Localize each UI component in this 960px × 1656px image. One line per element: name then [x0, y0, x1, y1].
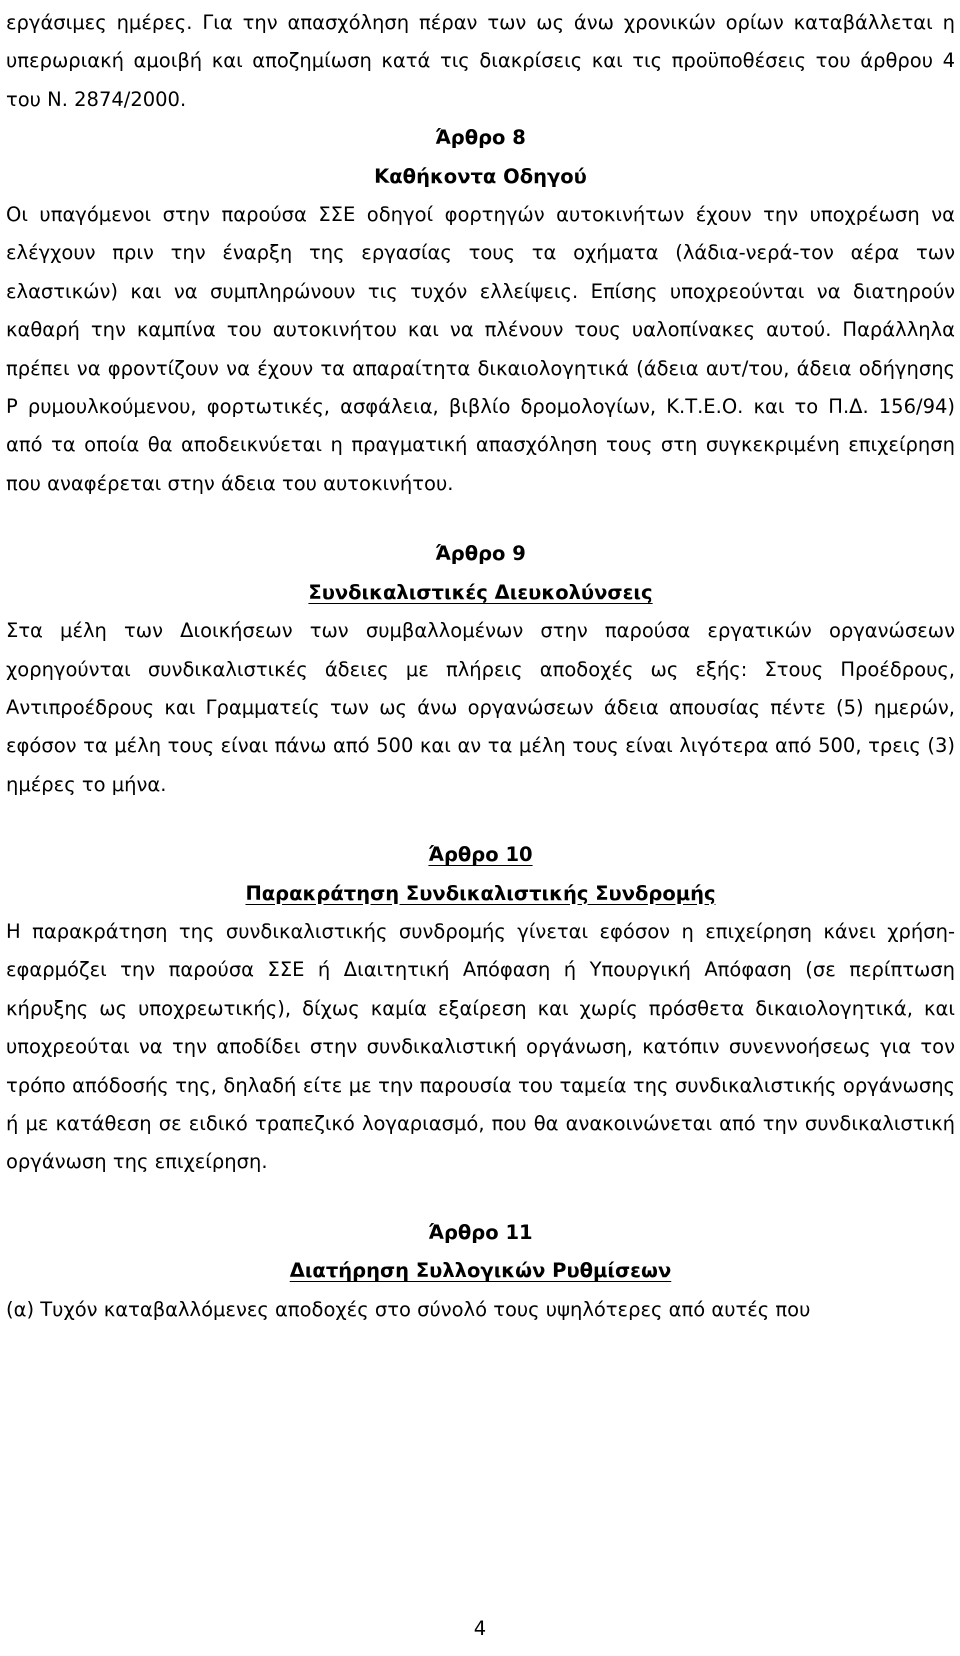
article-title: Συνδικαλιστικές Διευκολύνσεις — [308, 580, 653, 604]
article-title: Διατήρηση Συλλογικών Ρυθμίσεων — [289, 1259, 672, 1283]
article-number: Άρθρο 9 — [435, 542, 526, 566]
article-number: Άρθρο 8 — [435, 126, 526, 150]
article-paragraph: Οι υπαγόμενοι στην παρούσα ΣΣΕ οδηγοί φορτηγών αυτοκινήτων έχουν την υποχρέωση να ελέγχουν πριν την έναρξη της εργασίας τους τα οχήματα (λάδια-νερά-τον αέρα των ελαστικών) και να συμπληρώνουν τις τυχόν ελλείψεις. Επίσης υποχρεούνται να διατηρούν καθαρή την καμπίνα του αυτοκινήτου και να πλένουν τους υαλοπίνακες αυτού. Παράλληλα πρέπει να φροντίζουν να έχουν τα απαραίτητα δικαιολογητικά (άδεια αυτ/του, άδεια οδήγησης Ρ ρυμουλκούμενου, φορτωτικές, ασφάλεια, βιβλίο δρομολογίων, Κ.Τ.Ε.Ο. και το Π.Δ. 156/94) από τα οποία θα αποδεικνύεται η πραγματική απασχόληση τους στη συγκεκριμένη επιχείρηση που αναφέρεται στην άδεια του αυτοκινήτου. — [6, 203, 955, 495]
article-9 — [6, 535, 955, 804]
document-page — [6, 4, 955, 1329]
article-number: Άρθρο 11 — [428, 1220, 533, 1244]
intro-paragraph: εργάσιμες ημέρες. Για την απασχόληση πέραν των ως άνω χρονικών ορίων καταβάλλεται η υπερωριακή αμοιβή και αποζημίωση κατά τις διακρίσεις και τις προϋποθέσεις του άρθρου 4 του Ν. 2874/2000. — [6, 11, 955, 111]
article-number: Άρθρο 10 — [428, 843, 533, 867]
article-11 — [6, 1214, 955, 1329]
article-paragraph: (α) Τυχόν καταβαλλόμενες αποδοχές στο σύνολό τους υψηλότερες από αυτές που — [6, 1297, 811, 1321]
article-8 — [6, 119, 955, 503]
article-paragraph: Η παρακράτηση της συνδικαλιστικής συνδρομής γίνεται εφόσον η επιχείρηση κάνει χρήση-εφαρμόζει την παρούσα ΣΣΕ ή Διαιτητική Απόφαση ή Υπουργική Απόφαση (σε περίπτωση κήρυξης ως υποχρεωτικής), δίχως καμία εξαίρεση και χωρίς πρόσθετα δικαιολογητικά, και υποχρεούται να την αποδίδει στην συνδικαλιστική οργάνωση, κατόπιν συνεννοήσεως για τον τρόπο απόδοσής της, δηλαδή είτε με την παρουσία του ταμεία της συνδικαλιστικής οργάνωσης ή με κατάθεση σε ειδικό τραπεζικό λογαριασμό, που θα ανακοινώνεται από την συνδικαλιστική οργάνωση της επιχείρηση. — [6, 919, 955, 1174]
article-title: Καθήκοντα Οδηγού — [374, 164, 587, 188]
page-number: 4 — [473, 1617, 487, 1640]
article-paragraph: Στα μέλη των Διοικήσεων των συμβαλλομένων στην παρούσα εργατικών οργανώσεων χορηγούνται συνδικαλιστικές άδειες με πλήρεις αποδοχές ως εξής: Στους Προέδρους, Αντιπροέδρους και Γραμματείς των ως άνω οργανώσεων άδεια απουσίας πέντε (5) ημερών, εφόσον τα μέλη τους είναι πάνω από 500 και αν τα μέλη τους είναι λιγότερα από 500, τρεις (3) ημέρες το μήνα. — [6, 619, 955, 796]
article-title: Παρακράτηση Συνδικαλιστικής Συνδρομής — [245, 881, 716, 905]
article-10 — [6, 836, 955, 1182]
